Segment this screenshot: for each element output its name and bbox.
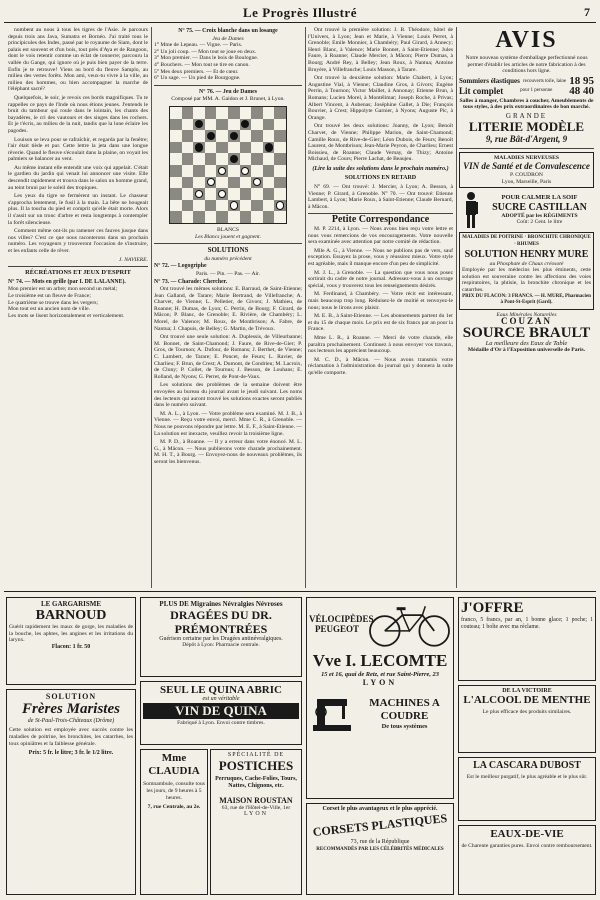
salles-text: Salles à manger, Chambres à coucher, Ameublements de tous styles, à des prix extraordinaires de bon marché. [459, 97, 594, 111]
board-square [251, 188, 263, 200]
board-square [170, 211, 182, 223]
freres-subtitle: de St-Paul-Trois-Châteaux (Drôme) [27, 718, 115, 724]
castillan-subtitle: ADOPTÉ par les RÉGIMENTS [501, 212, 578, 219]
postiches-top: SPÉCIALITÉ DE [227, 752, 285, 758]
board-square [170, 177, 182, 189]
problem-line: 3° Mon premier. — Dans le bois de Boulogne. [154, 55, 259, 62]
mure-footer: PRIX DU FLACON: 3 FRANCS. — H. MURE, Pharmacien à Pont-St-Esprit (Gard). [462, 293, 591, 306]
dragees-text: Guérison certaine par les Dragées antinévralgiques. [159, 636, 283, 642]
board-square [216, 119, 228, 131]
board-square [182, 142, 194, 154]
board-square [228, 188, 240, 200]
literie-address: 9, rue Bât-d'Argent, 9 [485, 133, 568, 144]
board-square [274, 107, 286, 119]
board-square [205, 188, 217, 200]
board-square [263, 188, 275, 200]
postiches-city: LYON [243, 810, 269, 817]
story-paragraph: nombent au nous à tous les tigres de l'Asie. Je parcours depuis trois ans Java, Sumatra et Bornéo. J'ai traité tous le principicules des Indes, passé par le royaume de Siam, dont le palais est souvent et d'un bois, tout près d'Aya et de Rangoon, dont le vois retentir comme un éclat de tonnerre; parcouru la vallée du Gange, qui ignore où je puis bien payer de la terre. Enfin je te retrouve! Viens au bord du fleuve Samplo, au milieu des vertes forêts. Mon ami, veux-tu vivre à la ville, au milieu des hommes, ou bien accompagner la marche de l'éléphant sacré? [8, 27, 148, 93]
late-solutions-heading: SOLUTIONS EN RETARD [344, 175, 417, 182]
barnoud-price: Flacon: 1 fr. 50 [51, 643, 91, 650]
barnoud-text: Guérit rapidement les maux de gorge, les maladies de la bouche, les aphtes, les angines et les irritations du larynx. [9, 624, 133, 644]
freres-text: Cette solution est employée avec succès contre les maladies de poitrine, les bronchites, les catarrhes, les toux opiniâtres et la faiblesse générale. [9, 727, 133, 747]
board-square [274, 165, 286, 177]
board-square [205, 153, 217, 165]
board-square [216, 188, 228, 200]
eaux-text: de Charente garanties pures. Envoi contre remboursement. [461, 843, 593, 849]
lecomte-address: 15 et 16, quai de Retz, et rue Saint-Pierre, 23 [321, 671, 439, 678]
board-square [182, 211, 194, 223]
sommier-label: Sommiers élastiques [459, 76, 520, 85]
freres-price: Prix: 5 fr. le litre; 3 fr. le 1/2 litre. [28, 750, 114, 757]
board-square [205, 130, 217, 142]
board-square [216, 177, 228, 189]
board-square [240, 130, 252, 142]
board-square [170, 130, 182, 142]
board-square [193, 107, 205, 119]
board-square [274, 153, 286, 165]
literie-title: LITERIE MODÈLE [468, 118, 585, 134]
board-square [251, 211, 263, 223]
board-caption-2: Les Blancs jouent et gagnent. [194, 233, 262, 240]
sante-top: MALADIES NERVEUSES [494, 154, 559, 161]
corsets-title: CORSETS PLASTIQUES [312, 810, 448, 840]
board-square [228, 130, 240, 142]
white-piece [241, 167, 249, 175]
column-1 [8, 27, 148, 588]
avis-text: Notre nouveau système d'emballage perfectionné nous permet d'établir les articles de notre fabrication à des conditions hors ligne. [465, 55, 588, 75]
castillan-top: POUR CALMER LA SOIF [501, 193, 578, 201]
lit-row [459, 86, 594, 96]
quina-title: VIN DE QUINA [143, 703, 299, 719]
board-square [263, 200, 275, 212]
problem-line: 2° Un joli coup. — Mon tout se joue en deux. [154, 48, 257, 55]
board-square [216, 165, 228, 177]
column-4-ads [459, 27, 594, 588]
freres-maristes-ad [6, 689, 136, 895]
soldier-icon [459, 190, 483, 230]
board-square [274, 188, 286, 200]
board-square [240, 119, 252, 131]
lecomte-ad [306, 597, 454, 799]
postiches-title: POSTICHES [218, 758, 294, 773]
board-square [170, 165, 182, 177]
column-2 [154, 27, 302, 588]
barnoud-title: BARNOUD [35, 608, 107, 623]
bicycle-icon [368, 600, 451, 648]
menthe-ad [458, 685, 596, 753]
mure-ad [459, 232, 594, 309]
solvers-paragraph: Ont trouvé les deux solutions: Joanny, de Lyon; Benoît Charvet, de Vienne; Philippe Marion, de Saint-Chamond; Camille Roux, de Rive-de-Gier; Léon Dubois, de Feurs; Benoît Laurent, de Montbrison; Jean-Marie Peyron, de Charlieu; Ernest Boissieu, de Roanne; Claude Vernay, de Thizy; Antoine Michaud, de Cours; Pierre Lachat, de Beaujeu. [308, 123, 453, 163]
peugeot-title: VÉLOCIPÈDES PEUGEOT [309, 614, 374, 634]
corsets-ad [306, 803, 454, 895]
board-square [274, 119, 286, 131]
dragees-ad [140, 597, 302, 677]
menthe-title: L'ALCOOL DE MENTHE [463, 694, 591, 706]
board-square [182, 177, 194, 189]
board-square [228, 165, 240, 177]
column-rule [305, 27, 306, 588]
lecomte-title: Vve I. LECOMTE [312, 651, 448, 670]
column-3 [308, 27, 453, 588]
checkers-board [169, 106, 287, 224]
problem-title: N° 75. — Croix blanche dans un losange [178, 28, 278, 34]
correspondence-paragraph: Mlle A. G., à Vienne. — Nous ne publions pas de vers, sauf exception. Essayez la prose, vous y réussirez mieux. Votre style est agréable, mais il manque encore d'un peu de simplicité. [308, 247, 453, 267]
board-square [182, 200, 194, 212]
board-square [205, 119, 217, 131]
board-square [182, 107, 194, 119]
postiches-maker: MAISON ROUSTAN [219, 795, 293, 805]
white-piece [230, 201, 238, 209]
correspondence-heading: Petite Correspondance [331, 214, 430, 226]
board-square [216, 130, 228, 142]
quina-subtitle: est un véritable [202, 696, 240, 702]
problem-label: N° 76. — Jeu de Dames [198, 88, 258, 95]
white-piece [207, 178, 215, 186]
castillan-price: Coût: 2 Cent. le litre [516, 219, 563, 226]
board-square [251, 107, 263, 119]
mure-text: Employée par les médecins les plus éminents, cette solution est souveraine contre les affections des voies respiratoires, la phtisie, la bronchite chronique et les catarrhes. [462, 267, 591, 293]
correspondence-paragraph: M. J. L., à Grenoble. — La question que vous nous posez sortirait du cadre de notre journal. Adressez-vous à un ouvrage spécial, vous y trouverez tous les renseignements désirés. [308, 269, 453, 289]
board-square [182, 188, 194, 200]
white-piece [195, 190, 203, 198]
board-square [240, 188, 252, 200]
board-square [240, 142, 252, 154]
divider [154, 85, 302, 86]
board-square [263, 153, 275, 165]
board-square [170, 153, 182, 165]
story-signature: J. NAVIERE. [118, 256, 148, 263]
board-square [251, 119, 263, 131]
solution-title: N° 72. — Logogriphe [154, 263, 207, 270]
white-piece [253, 178, 261, 186]
column-rule [456, 27, 457, 588]
board-square [170, 188, 182, 200]
claudia-text: Somnambule, consulte tous les jours, de 9 heures à 5 heures. [143, 781, 205, 801]
correspondence-paragraph: M. E. B., à Saint-Etienne. — Les abonnements partent du 1er et du 15 de chaque mois. Le prix est de six francs par an pour la France. [308, 313, 453, 333]
board-square [240, 177, 252, 189]
dragees-title: DRAGÉES DU DR. PRÉMONTRÉES [170, 608, 272, 636]
sommier-detail: recouverts toile, laine [522, 78, 567, 84]
machines-row [309, 691, 451, 735]
problem-credit: Composé par MM. A. Gaidon et J. Brunet, à Lyon. [171, 96, 285, 103]
board-square [263, 177, 275, 189]
board-square [251, 177, 263, 189]
board-square [228, 153, 240, 165]
quina-ad [140, 681, 302, 745]
newspaper-title: Le Progrès Illustré [243, 5, 357, 20]
literie-pretitle: GRANDE [505, 111, 548, 120]
black-piece [195, 143, 203, 151]
black-piece [265, 143, 273, 151]
black-piece [195, 120, 203, 128]
black-piece [230, 132, 238, 140]
board-square [274, 200, 286, 212]
white-piece [218, 167, 226, 175]
column-rule [151, 27, 152, 588]
board-square [240, 153, 252, 165]
solution-paragraph: Ont trouvé une seule solution: A. Duplessis, de Villeurbanne; M. Bonnet, de Saint-Chamond; J. Faure, de Rive-de-Gier; P. Gros, de Tournon; A. Dufour, de Romans; J. Berthet, de Vienne; C. Lambert, de Tarare; E. Poncet, de Feurs; L. Ravier, de Charlieu; F. Brun, de Crest; A. Dumont, de Condrieu; M. Lacroix, de Cluny; P. Collet, de Tournus; J. Besson, de Louhans; E. Rolland, de Nyons; G. Perret, de Pont-de-Vaux. [154, 334, 302, 380]
brault-top: Eaux Minérales Naturelles [496, 311, 557, 318]
postiches-text: Perruques, Cache-Folies, Tours, Nattes, Chignons, etc. [215, 776, 297, 790]
cascara-title: LA CASCARA DUBOST [473, 760, 581, 771]
board-square [205, 142, 217, 154]
board-square [251, 165, 263, 177]
continued-note: (Lire la suite des solutions dans le prochain numéro.) [312, 164, 449, 172]
board-square [193, 153, 205, 165]
board-square [263, 107, 275, 119]
story-paragraph: Comment même ont-ils pu ramener ces fauves jusque dans nos villes? C'est ce que nous raconterons dans un prochain numéro. Les voyageurs y trouveront l'occasion de s'instruire, et les enfants celle de rêver. [8, 228, 148, 254]
board-square [216, 142, 228, 154]
problem-line: 1° Mme de Lepeau. — Vigne. — Paris. [154, 42, 243, 49]
board-square [251, 130, 263, 142]
board-square [274, 142, 286, 154]
board-square [205, 211, 217, 223]
menthe-top: DE LA VICTOIRE [502, 688, 552, 694]
board-caption: BLANCS [216, 226, 240, 233]
black-piece [207, 132, 215, 140]
board-square [263, 165, 275, 177]
menthe-text: Le plus efficace des produits similaires. [482, 709, 572, 715]
barnoud-ad [6, 597, 136, 685]
board-square [193, 130, 205, 142]
page-number: 7 [584, 5, 590, 19]
cascara-ad [458, 757, 596, 821]
puzzle-line: Mon tout est un ancien nom de ville. [8, 306, 91, 313]
ads-section-rule [4, 591, 596, 592]
puzzle-line: Les mots se lisent horizontalement et verticalement. [8, 312, 125, 319]
lecomte-city: LYON [362, 678, 398, 687]
sante-ad [459, 152, 594, 189]
board-square [216, 211, 228, 223]
solution-paragraph: Les solutions des problèmes de la semaine doivent être envoyées au bureau du journal avant le jeudi suivant. Les noms des lecteurs qui auront trouvé les solutions exactes seront publiés dans le numéro suivant. [154, 382, 302, 409]
correspondence-paragraph: M. P. 2214, à Lyon. — Nous avons bien reçu votre lettre et nous vous remercions de vos encouragements. Votre nouvelle sera examinée avec attention par notre comité de rédaction. [308, 226, 453, 246]
board-square [205, 177, 217, 189]
solutions-heading: SOLUTIONS [207, 246, 249, 255]
board-square [182, 119, 194, 131]
offre-ad [458, 597, 596, 681]
board-square [170, 119, 182, 131]
puzzle-line: Le quatrième se trouve dans les vergers; [8, 299, 98, 306]
board-square [251, 142, 263, 154]
late-solutions-text: N° 69. — Ont trouvé: J. Mercier, à Lyon; A. Besson, à Vienne; P. Girard, à Grenoble. N° 70. — Ont trouvé: Etienne Lambert, à Lyon; Marie Roux, à Saint-Etienne; Claude Bernard, à Mâcon. [308, 184, 453, 210]
corsets-subtitle: RECOMMANDÉS PAR LES CÉLÉBRITÉS MÉDICALES [316, 847, 444, 852]
story-paragraph: Quelquefois, le soir, je revois ces bords magnifiques. Tu te rappelles ce pays de l'Inde où nous étions jeunes. J'entends le bruit du tambour qui roule dans le lointain, les chants des bayadères, le cri des vautours et des singes dans les rochers. Et je t'écris, au milieu de la nuit, tandis que la lune éclaire les pagodes. [8, 94, 148, 134]
board-square [193, 177, 205, 189]
board-square [228, 200, 240, 212]
problem-line: 6° Un sage. — Un pied de Bourgogne. [154, 75, 241, 82]
problem-line: 4° Bouchers. — Mon tout se tire en canon. [154, 61, 250, 68]
corsets-top: Corset le plus avantageux et le plus apprécié. [322, 806, 438, 812]
cascara-text: Est le meilleur purgatif, le plus agréable et le plus sûr. [466, 774, 588, 780]
board-square [240, 200, 252, 212]
quina-top: SEUL LE QUINA ABRIC [160, 684, 282, 696]
board-square [228, 107, 240, 119]
machines-title: MACHINES A COUDRE [369, 696, 440, 722]
postiches-ad [210, 749, 302, 895]
board-square [240, 165, 252, 177]
board-square [193, 188, 205, 200]
brault-subtitle: La meilleure des Eaux de Table [485, 339, 568, 347]
mure-top: MALADIES DE POITRINE · BRONCHITE CHRONIQUE · RHUMES [462, 235, 591, 247]
white-piece [218, 190, 226, 198]
quina-text: Fabriqué à Lyon. Envoi contre timbres. [177, 720, 265, 726]
board-square [263, 130, 275, 142]
board-square [193, 142, 205, 154]
corsets-address: 73, rue de la République [350, 839, 410, 845]
board-square [240, 211, 252, 223]
board-square [182, 130, 194, 142]
barnoud-top: LE GARGARISME [40, 600, 102, 608]
solution-text: Paris. — Pin. — Pas. — Air. [195, 270, 261, 277]
castillan-ad [459, 190, 594, 230]
story-paragraph: Louison se leva pour se rafraîchir, et regarda par la fenêtre; l'air était tiède et pur. Cette lettre la jeta dans une longue rêverie. Quand le fleuve s'écoulait dans la plaine, on voyait les palmiers se balancer au vent. [8, 136, 148, 163]
board-square [170, 200, 182, 212]
sewing-machine-icon [309, 691, 355, 735]
problem-subtitle: Jeu de Dames [212, 35, 244, 42]
mure-subtitle: au Phosphate de Chaux créosoté [489, 260, 564, 267]
board-square [205, 107, 217, 119]
dragees-top: PLUS DE Migraines Névralgies Névroses [159, 600, 283, 608]
board-square [205, 165, 217, 177]
masthead [4, 3, 596, 23]
sante-title: VIN de Santé et de Convalescence [463, 161, 590, 172]
sante-maker: P. COUDRON [510, 172, 543, 179]
peugeot-row [309, 600, 451, 648]
puzzle-line: Le troisième est un fleuve de France; [8, 292, 91, 299]
board-square [216, 107, 228, 119]
board-square [216, 200, 228, 212]
claudia-address: 7, rue Centrale, au 2e. [147, 804, 201, 811]
offre-title: J'OFFRE [461, 600, 524, 616]
puzzles-heading: RÉCRÉATIONS ET JEUX D'ESPRIT [25, 269, 131, 277]
brault-title: SOURCE BRAULT [462, 324, 591, 341]
board-square [193, 119, 205, 131]
board-square [240, 107, 252, 119]
lit-label: Lit complet [459, 85, 504, 96]
machines-subtitle: De tous systèmes [381, 722, 428, 730]
board-square [205, 200, 217, 212]
correspondence-paragraph: M. Ferdinand, à Chambéry. — Votre récit est intéressant, mais beaucoup trop long. Réduisez-le de moitié et renvoyez-le nous; nous le lirons avec plaisir. [308, 291, 453, 311]
freres-top: SOLUTION [45, 692, 97, 701]
mure-title: SOLUTION HENRY MURE [464, 248, 589, 260]
brault-mid: COUZAN [500, 316, 552, 327]
claudia-ad [140, 749, 208, 895]
claudia-title: Mme CLAUDIA [148, 752, 200, 777]
freres-title: Frères Maristes [22, 701, 120, 717]
board-square [193, 211, 205, 223]
correspondence-paragraph: Mme L. R., à Roanne. — Merci de votre charade, elle paraîtra prochainement. Continuez à nous envoyer vos travaux, nos lecteurs les apprécient beaucoup. [308, 334, 453, 355]
dragees-price: Dépôt à Lyon: Pharmacie centrale. [182, 642, 260, 648]
board-square [263, 211, 275, 223]
board-square [274, 177, 286, 189]
eaux-title: EAUX-DE-VIE [490, 828, 564, 840]
lit-price: 48 40 [569, 84, 594, 97]
sante-address: Lyon, Marseille, Paris [501, 178, 552, 185]
offre-text: franco, 5 francs, par an, 1 bonne glace; 1 poche; 1 couteau; 1 boîte avec ma réclame. [461, 617, 593, 630]
divider [8, 266, 148, 267]
story-paragraph: Les yeux du tigre se fermèrent un instant. Le chasseur s'approcha lentement, le fusil à la main. La bête ne bougeait plus. Il la toucha du pied et comprit qu'elle était morte. Alors il s'assit sur un tronc d'arbre et resta longtemps à contempler la forêt silencieuse. [8, 193, 148, 226]
board-square [228, 119, 240, 131]
solution-paragraph: M. A. L., à Lyon. — Votre problème sera examiné. M. J. B., à Vienne. — Reçu votre envoi, merci. Mme C. R., à Grenoble. — Nous ne pouvons répondre par lettre. M. E. F., à Saint-Etienne. — La solution est inexacte, veuillez revoir la troisième ligne. [154, 410, 302, 437]
postiches-address: 63, rue de l'Hôtel-de-Ville, 1er [221, 804, 291, 811]
board-square [193, 165, 205, 177]
solution-paragraph: Ont trouvé les mêmes solutions: E. Barraud, de Saint-Etienne; Jean Galland, de Tarare; Marie Bertrand, de Villefranche; A. Charvet, de Vienne; L. Pelletier, de Givors; J. Mathieu, de Roanne; H. Dumas, de Lyon; C. Perrin, de Bourg; F. Girard, de Mâcon; P. Blanc, de Grenoble; E. Rivière, de Chambéry; L. Morel, de Valence; M. Roux, de Montbrison; A. Fabre, de Nantua; J. Chapuis, de Belley; G. Martin, de Trévoux. [154, 286, 302, 332]
solutions-subheading: du numéro précédent [204, 255, 252, 262]
newspaper-page [4, 3, 596, 897]
board-square [263, 119, 275, 131]
board-square [251, 200, 263, 212]
board-square [170, 107, 182, 119]
solvers-paragraph: Ont trouvé la première solution: J. B. Théodore, hôtel de l'Univers, à Lyon; Jean et Marie, à Vienne; Louis Perret, à Grenoble; Emile Monnier, à Chambéry; Paul Girard, à Annecy; Henri Blanc, à Valence; Marie Bonnet, à Saint-Etienne; Jules Faure, à Roanne; Claude Mercier, à Mâcon; Pierre Dumas, à Bourg; André Rey, à Belley; Jean Roux, à Nantua; Antoine Bruyère, à Villefranche; Louis Masson, à Tarare. [308, 27, 453, 73]
avis-title: AVIS [495, 27, 558, 53]
correspondence-paragraph: M. C. D., à Mâcon. — Nous avons transmis votre réclamation à l'administration du journal qui y donnera la suite qu'elle comporte. [308, 356, 453, 376]
story-paragraph: Au même instant elle entendit une voix qui appelait. C'était le gardien du jardin qui venait lui annoncer une visite. Elle descendit rapidement et trouva dans le salon un homme grand, au teint bruni par le soleil des tropiques. [8, 164, 148, 191]
divider [154, 243, 302, 244]
black-piece [241, 120, 249, 128]
solution-title: N° 73. — Charade: Chercher. [154, 278, 228, 285]
board-square [228, 177, 240, 189]
board-square [228, 211, 240, 223]
black-piece [230, 155, 238, 163]
board-square [182, 153, 194, 165]
board-square [274, 211, 286, 223]
board-square [216, 153, 228, 165]
board-square [182, 165, 194, 177]
brault-text: Médaille d'Or à l'Exposition universelle de Paris. [467, 347, 586, 354]
white-piece [276, 201, 284, 209]
divider [459, 148, 594, 149]
solvers-paragraph: Ont trouvé la deuxième solution: Marie Chabert, à Lyon; Augustine Vial, à Vienne; Claudine Gros, à Givors; Eugène Perrin, à Tournon; Victor Maillet, à Annonay; Etienne Brun, à Romans; Lucien Morel, à Montélimar; Joseph Roche, à Privas; Albert Vincent, à Aubenas; Joséphine Gallet, à Die; François Bouvier, à Crest; Hippolyte Garnier, à Nyons; Auguste Pic, à Orange. [308, 75, 453, 121]
board-square [274, 130, 286, 142]
board-square [228, 142, 240, 154]
problem-line: 5° Mes deux premiers. — Et de cœur. [154, 68, 239, 75]
board-square [170, 142, 182, 154]
puzzle-title: N° 74. — Mots en grille (par I. DE LALANNE). [8, 278, 126, 285]
board-square [251, 153, 263, 165]
eaux-de-vie-ad [458, 825, 596, 895]
solution-paragraph: M. P. D., à Roanne. — Il y a erreur dans votre énoncé. M. L. G., à Mâcon. — Nous publierons votre charade prochainement. M. H. T., à Bourg. — Envoyez-nous de nouveaux problèmes, ils seront les bienvenus. [154, 439, 302, 465]
lit-detail: pour 1 personne [520, 87, 553, 93]
board-square [193, 200, 205, 212]
puzzle-line: Mon premier est un arbre; mon second un métal; [8, 286, 118, 293]
board-square [263, 142, 275, 154]
sommier-price: 18 95 [569, 74, 594, 87]
castillan-title: SUCRE CASTILLAN [492, 201, 587, 213]
